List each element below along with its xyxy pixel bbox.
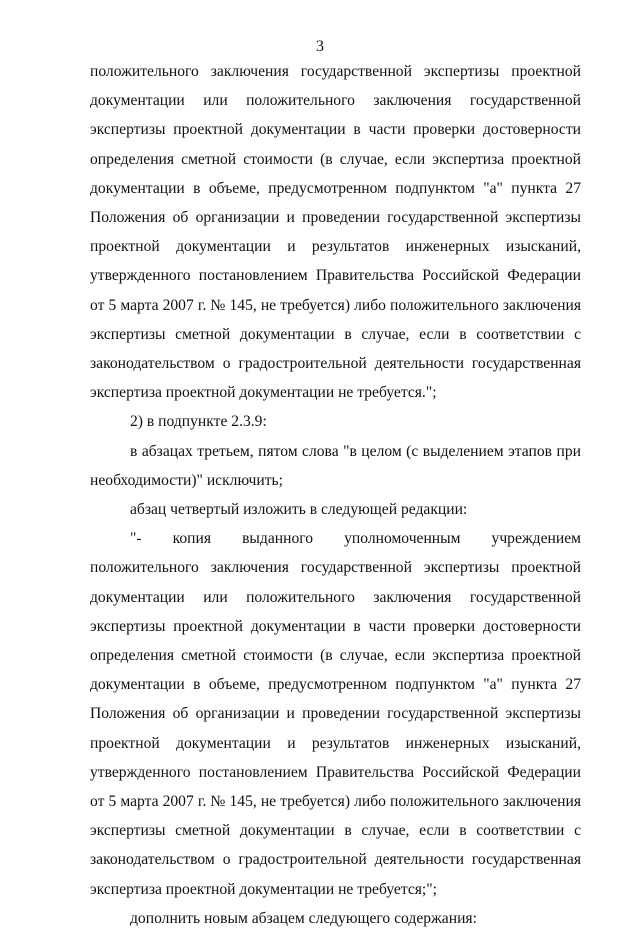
document-body [90,57,581,933]
page-number: 3 [316,38,324,55]
paragraph-quoted-text: "- копия выданного уполномоченным учреждением положительного заключения государственной экспертизы проектной документации или положительного заключения государственной экспертизы проектной документации в части проверки достоверности определения сметной стоимости (в случае, если экспертиза проектной документации в объеме, предусмотренном подпунктом "а" пункта 27 Положения об организации и проведении государственной экспертизы проектной документации и результатов инженерных изысканий, утвержденного постановлением Правительства Российской Федерации от 5 марта 2007 г. № 145, не требуется) либо положительного заключения экспертизы сметной документации в случае, если в соответствии с законодательством о градостроительной деятельности государственная экспертиза проектной документации не требуется;"; [90,530,581,898]
paragraph-continuation: положительного заключения государственной экспертизы проектной документации или положительного заключения государственной экспертизы проектной документации в части проверки достоверности определения сметной стоимости (в случае, если экспертиза проектной документации в объеме, предусмотренном подпунктом "а" пункта 27 Положения об организации и проведении государственной экспертизы проектной документации и результатов инженерных изысканий, утвержденного постановлением Правительства Российской Федерации от 5 марта 2007 г. № 145, не требуется) либо положительного заключения экспертизы сметной документации в случае, если в соответствии с законодательством о градостроительной деятельности государственная экспертиза проектной документации не требуется."; [90,63,581,402]
paragraph-add-new: дополнить новым абзацем следующего содержания: [130,909,477,927]
paragraph-new-wording: абзац четвертый изложить в следующей редакции: [130,501,468,519]
paragraph-item-2: 2) в подпункте 2.3.9: [130,413,267,431]
paragraph-exclude-words: в абзацах третьем, пятом слова "в целом (с выделением этапов при необходимости)" исключить; [90,442,581,489]
